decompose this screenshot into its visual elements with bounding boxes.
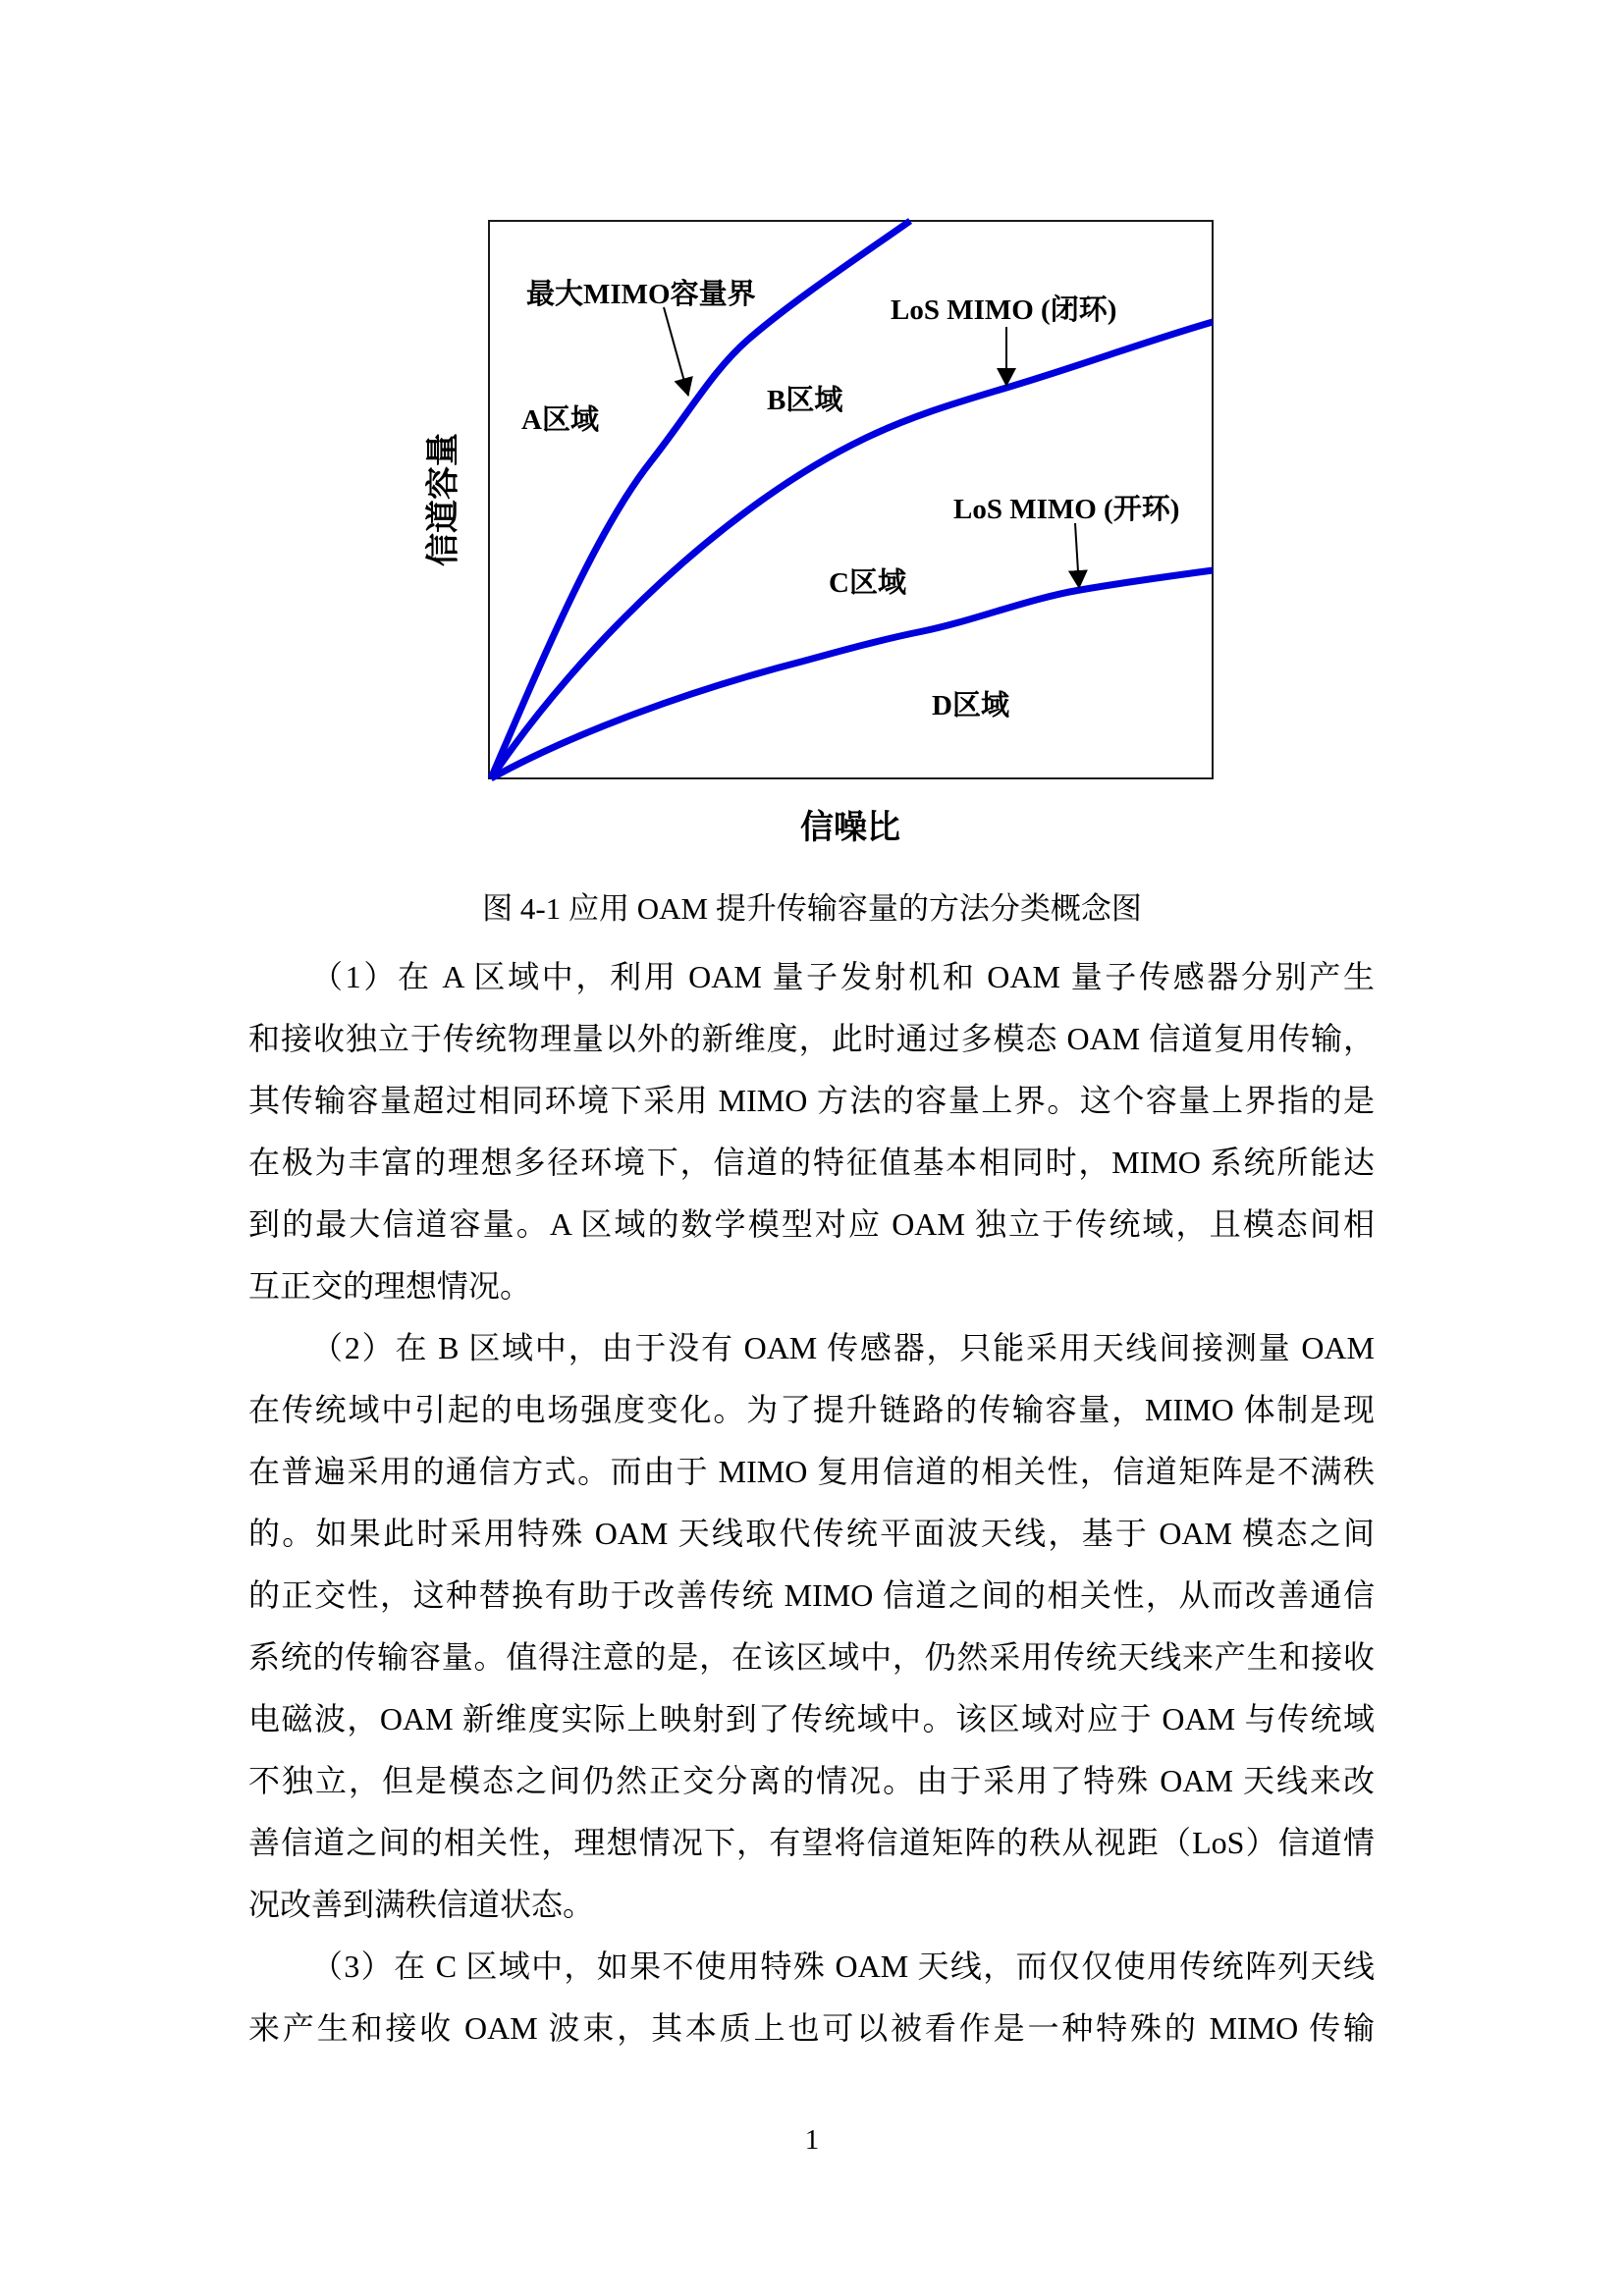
curve-los-mimo-open-loop [491,570,1213,778]
body-line: 其传输容量超过相同环境下采用 MIMO 方法的容量上界。这个容量上界指的是 [248,1083,1375,1118]
body-line: 到的最大信道容量。A 区域的数学模型对应 OAM 独立于传统域，且模态间相 [248,1206,1375,1242]
label-region-b: B区域 [767,385,843,416]
arrow-los-open [1075,523,1079,588]
body-line: 在传统域中引起的电场强度变化。为了提升链路的传输容量，MIMO 体制是现 [248,1392,1375,1427]
body-line: 的。如果此时采用特殊 OAM 天线取代传统平面波天线，基于 OAM 模态之间 [248,1516,1375,1551]
curve-los-mimo-closed-loop [491,322,1213,778]
body-text [248,946,1375,2059]
label-region-d: D区域 [932,690,1009,721]
body-line: （3）在 C 区域中，如果不使用特殊 OAM 天线，而仅仅使用传统阵列天线 [311,1949,1375,1984]
body-line: 不独立，但是模态之间仍然正交分离的情况。由于采用了特殊 OAM 天线来改 [248,1763,1375,1798]
y-axis-label: 信道容量 [425,433,462,566]
body-line: 在普遍采用的通信方式。而由于 MIMO 复用信道的相关性，信道矩阵是不满秩 [248,1454,1375,1489]
body-line: 系统的传输容量。值得注意的是，在该区域中，仍然采用传统天线来产生和接收 [248,1639,1375,1675]
label-los-mimo-open: LoS MIMO (开环) [953,494,1180,525]
label-max-mimo-bound: 最大MIMO容量界 [526,279,756,310]
body-line: 善信道之间的相关性，理想情况下，有望将信道矩阵的秩从视距（LoS）信道情 [248,1825,1375,1860]
label-region-a: A区域 [521,404,599,436]
body-line: 来产生和接收 OAM 波束，其本质上也可以被看作是一种特殊的 MIMO 传输 [248,2010,1375,2046]
x-axis-label: 信噪比 [800,810,900,846]
label-region-c: C区域 [829,567,906,599]
figure-caption: 图 4-1 应用 OAM 提升传输容量的方法分类概念图 [482,891,1142,926]
label-los-mimo-closed: LoS MIMO (闭环) [891,294,1117,326]
body-line: 的正交性，这种替换有助于改善传统 MIMO 信道之间的相关性，从而改善通信 [248,1577,1375,1613]
body-line: 和接收独立于传统物理量以外的新维度，此时通过多模态 OAM 信道复用传输， [248,1021,1375,1056]
body-line: 在极为丰富的理想多径环境下，信道的特征值基本相同时，MIMO 系统所能达 [248,1145,1375,1180]
body-line: （1）在 A 区域中，利用 OAM 量子发射机和 OAM 量子传感器分别产生 [311,959,1375,994]
body-line: 互正交的理想情况。 [248,1268,532,1304]
body-line: （2）在 B 区域中，由于没有 OAM 传感器，只能采用天线间接测量 OAM [311,1330,1375,1365]
figure-chart [393,196,1237,864]
body-line: 况改善到满秩信道状态。 [248,1887,595,1922]
page-number: 1 [804,2124,820,2156]
body-line: 电磁波，OAM 新维度实际上映射到了传统域中。该区域对应于 OAM 与传统域 [248,1701,1375,1736]
arrow-max-mimo [664,307,688,396]
